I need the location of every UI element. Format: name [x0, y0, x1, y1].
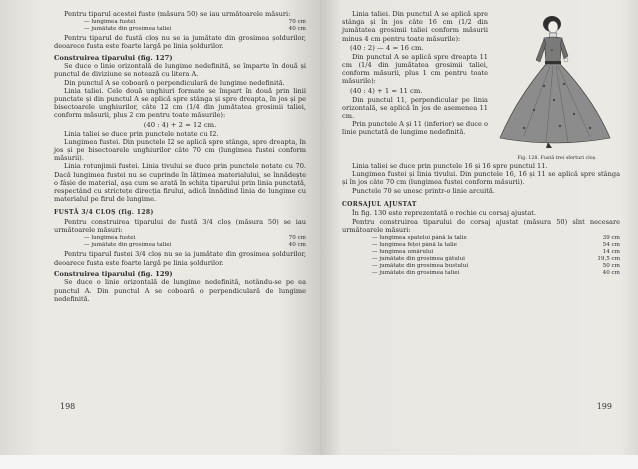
paragraph: Pentru tiparul de fustă cloș nu se ia jumătate din grosimea șoldurilor, deoarece fusta este foarte largă pe linia șoldurilor. — [54, 34, 306, 51]
paragraph: Pentru construirea tiparului de corsaj ajustat (măsura 50) sînt necesare următoarele măsuri: — [342, 217, 620, 234]
formula: (40 : 4) + 2 = 12 cm. — [143, 120, 217, 129]
paragraph: În fig. 130 este reprezentată o rochie cu corsaj ajustat. — [352, 209, 537, 218]
paragraph: Linia rotunjimii fustei. Linia tivului se duce prin punctele notate cu 70. Dacă lungimea fustei nu se cuprinde în lățimea materialului, se înnădește o fâșie de material, așa cum se arată în schița tiparului prin linia punctată, respectând cu strictețe direcția firului, adică înnădind linia de lungime cu materialul pe firul de lungime. — [54, 162, 306, 204]
paragraph: Pentru tiparul fustei 3/4 cloș nu se ia jumătate din grosimea șoldurilor, deoarece fusta este foarte largă pe linia șoldurilor. — [54, 250, 306, 267]
paragraph: Pentru construirea tiparului de fustă 3/4 cloș (măsura 50) se iau următoarele măsuri: — [54, 218, 306, 235]
paragraph: Se duce o linie orizontală de lungime nedefinită, se împarte în două și punctul de diviziune se notează cu litera A. — [54, 62, 306, 79]
measurement-item: — jumătate din grosimea taliei 40 cm — [84, 242, 306, 249]
section-heading: CORSAJUL AJUSTAT — [342, 200, 417, 208]
paragraph: Punctele 70 se unesc printr-o linie arcuită. — [352, 186, 495, 195]
measurement-item: — lungimea umărului 14 cm — [372, 249, 620, 256]
paragraph: Din punctul 11, perpendicular pe linia orizontală, se aplică în jos de asemenea 11 cm. — [342, 95, 488, 121]
section-heading: Construirea tiparului (fig. 127) — [54, 53, 173, 62]
page-number: 199 — [596, 402, 612, 411]
measurement-list — [54, 19, 306, 33]
paragraph: Linia taliei. Din punctul A se aplică spre stânga și în jos câte 16 cm (1/2 din jumătatea grosimii taliei conform măsurii minus 4 cm pentru toate măsurile): — [342, 10, 488, 43]
woman-in-dress-illustration — [494, 10, 620, 150]
measurement-item: — lungimea fustei 70 cm — [84, 235, 306, 242]
figure-caption: Fig. 128. Fustă trei sferturi cloș. — [517, 156, 597, 161]
paragraph: Se duce o linie orizontală de lungime nedefinită, notându-se pe ea punctul A. Din punctul A se coboară o perpendiculară de lungime nedefinită. — [54, 278, 306, 303]
paragraph: Linia taliei se duce prin punctele 16 și 16 spre punctul 11. — [352, 162, 548, 170]
paragraph: Lungimea fustei și linia tivului. Din punctele 16, 16 și 11 se aplică spre stânga și în jos câte 70 cm (lungimea fustei conform măsurii). — [342, 170, 620, 187]
page-number: 198 — [60, 402, 76, 411]
measurement-list — [342, 235, 620, 277]
paragraph: Lungimea fustei. Din punctele I2 se aplică spre stânga, spre dreapta, în jos și pe bisectoarele unghiurilor câte 70 cm (lungimea fustei conform măsurii). — [54, 137, 306, 163]
measurement-item: — jumătate din grosimea taliei 40 cm — [372, 270, 620, 277]
formula: (40 : 2) — 4 = 16 cm. — [350, 43, 424, 52]
background — [0, 455, 638, 469]
measurement-item: — jumătate din grosimea taliei 40 cm — [84, 26, 306, 33]
paragraph: Linia taliei. Cele două unghiuri formate se împart în două prin linii punctate și din punctul A se aplică spre stânga și spre dreapta, în jos și pe bisectoarele unghiurilor, câte 12 cm (1/4 din jumătatea grosimii taliei, conform măsurii, plus 2 cm pentru toate măsurile): — [54, 86, 306, 120]
measurement-item: — lungimea fustei 70 cm — [84, 19, 306, 26]
figure-128 — [494, 10, 620, 160]
paragraph: Pentru tiparul acestei fuste (măsura 50) se iau următoarele măsuri: — [64, 10, 291, 18]
measurement-list — [54, 235, 306, 249]
measurement-item: — lungimea feței până la talie 54 cm — [372, 242, 620, 249]
measurement-item: — lungimea spatelui până la talie 39 cm — [372, 235, 620, 242]
paragraph: Prin punctele A și 11 (inferior) se duce o linie punctată de lungime nedefinită. — [342, 120, 488, 137]
measurement-item: — jumătate din grosimea gâtului 19,5 cm — [372, 256, 620, 263]
paragraph: Din punctul A se aplică spre dreapta 11 cm (1/4 din jumătatea grosimii taliei, conform măsurii, plus 1 cm pentru toate măsurile): — [342, 52, 488, 86]
formula: (40 : 4) + 1 = 11 cm. — [350, 86, 423, 95]
section-heading: Construirea tiparului (fig. 129) — [54, 269, 173, 278]
paragraph: Linia taliei se duce prin punctele notate cu I2. — [64, 129, 219, 138]
section-heading: FUSTĂ 3/4 CLOȘ (fig. 128) — [54, 209, 154, 217]
right-page — [320, 0, 638, 469]
paragraph: Din punctul A se coboară o perpendiculară de lungime nedefinită. — [64, 78, 285, 87]
measurement-item: — jumătate din grosimea bustului 50 cm — [372, 263, 620, 270]
